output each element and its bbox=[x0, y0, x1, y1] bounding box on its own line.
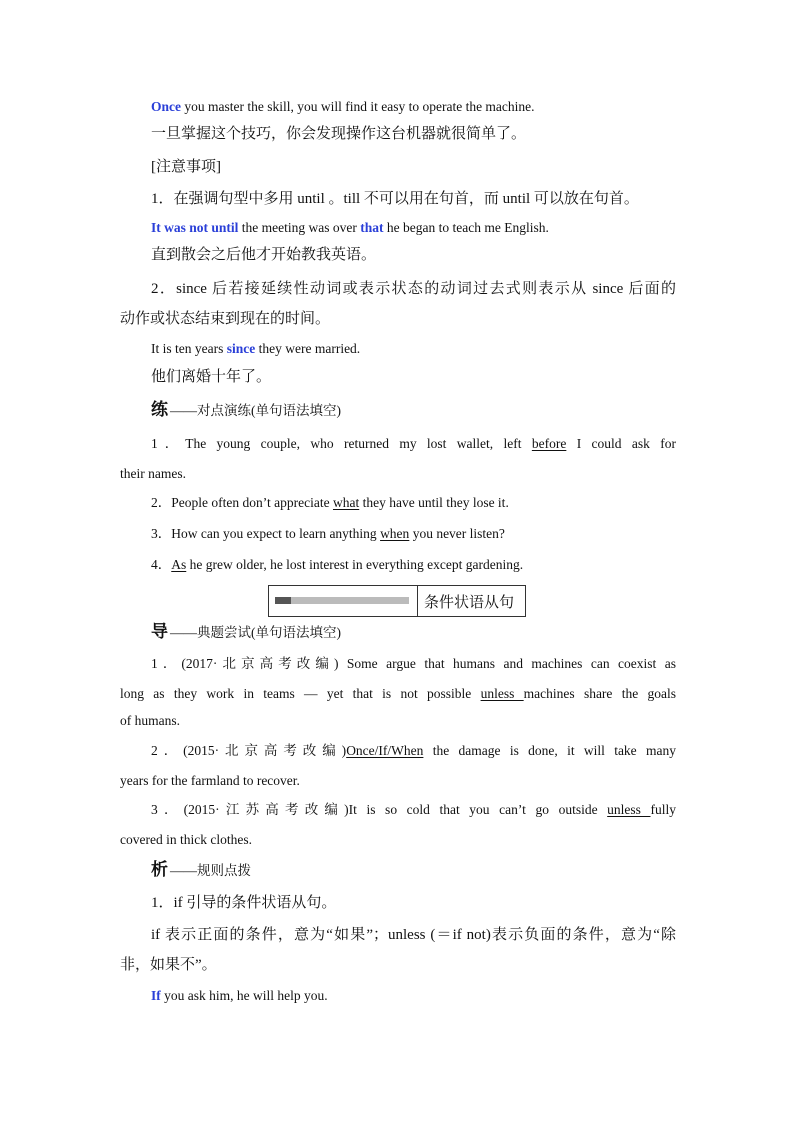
question-3-line-1 bbox=[151, 800, 676, 820]
answer-blank: unless bbox=[607, 802, 651, 817]
practice-item-3 bbox=[151, 524, 676, 544]
example-sentence-if bbox=[151, 986, 676, 1006]
section-banner-graphic bbox=[269, 586, 418, 616]
practice-item-2 bbox=[151, 493, 676, 513]
question-3-line-2: covered in thick clothes. bbox=[120, 832, 252, 847]
answer-blank: unless bbox=[480, 686, 524, 701]
note-2-line-1: 2．since 后若接延续性动词或表示状态的动词过去式则表示从 since 后面的 bbox=[151, 281, 676, 297]
sentence-text: It is ten years bbox=[151, 341, 227, 356]
apostrophe: ’ bbox=[517, 802, 523, 817]
notes-heading: [注意事项] bbox=[151, 159, 221, 175]
item-text: fully bbox=[650, 802, 677, 817]
answer-blank: As bbox=[171, 557, 187, 572]
example-sentence-since bbox=[151, 339, 676, 359]
item-text: 4． bbox=[151, 557, 172, 572]
question-1-line-2 bbox=[120, 684, 676, 704]
item-text: 3．How can you expect to learn anything bbox=[151, 526, 381, 541]
item-text: 3．(2015·江苏高考改编)It is so cold that you can bbox=[151, 802, 518, 817]
sentence-text: he began to teach me English. bbox=[383, 220, 549, 235]
sentence-text: you master the skill, you will find it easy to operate the machine. bbox=[181, 99, 535, 114]
apostrophe: ’ bbox=[262, 495, 267, 510]
practice-item-1-line-1 bbox=[151, 434, 676, 454]
note-2-line-2: 动作或状态结束到现在的时间。 bbox=[120, 311, 331, 327]
question-1-line-1: 1．(2017·北京高考改编) Some argue that humans and machines can coexist as bbox=[151, 656, 676, 671]
rule-2-line-1: if 表示正面的条件，意为“如果”；unless (＝if not)表示负面的条件，意为“除 bbox=[151, 927, 676, 943]
item-text: 2．People often don bbox=[151, 495, 263, 510]
sentence-text: the meeting was over bbox=[238, 220, 361, 235]
keyword-once: Once bbox=[151, 99, 181, 114]
translation-until: 直到散会之后他才开始教我英语。 bbox=[151, 247, 377, 263]
example-sentence-once bbox=[151, 97, 676, 117]
answer-blank: when bbox=[380, 526, 410, 541]
note-1: 1．在强调句型中多用 until 。till 不可以用在句首，而 until 可以放在句首。 bbox=[151, 191, 639, 207]
keyword-that: that bbox=[360, 220, 384, 235]
item-text: machines share the goals bbox=[523, 686, 677, 701]
guide-heading bbox=[151, 622, 676, 643]
question-2-line-2: years for the farmland to recover. bbox=[120, 773, 300, 788]
item-text: he grew older, he lost interest in everything except gardening. bbox=[186, 557, 524, 572]
question-1-line-3: of humans. bbox=[120, 713, 180, 728]
example-sentence-until bbox=[151, 218, 676, 238]
section-header-box bbox=[268, 585, 526, 617]
question-2-line-1 bbox=[151, 741, 676, 761]
keyword-since: since bbox=[226, 341, 256, 356]
practice-item-4 bbox=[151, 555, 676, 575]
analysis-tag: 析 bbox=[151, 860, 168, 880]
item-text: 1．The young couple, who returned my lost wallet, left bbox=[151, 436, 532, 451]
item-text: I could ask for bbox=[566, 436, 676, 451]
analysis-heading bbox=[151, 860, 676, 881]
guide-tag: 导 bbox=[151, 622, 168, 642]
answer-blank: Once/If/When bbox=[346, 743, 424, 758]
item-text: you never listen? bbox=[409, 526, 505, 541]
sentence-text: they were married. bbox=[255, 341, 361, 356]
practice-heading bbox=[151, 400, 676, 421]
practice-title: ——对点演练(单句语法填空) bbox=[170, 403, 341, 418]
item-text: long as they work in teams — yet that is not possible bbox=[120, 686, 481, 701]
translation-since: 他们离婚十年了。 bbox=[151, 369, 272, 385]
section-banner-bar bbox=[275, 597, 409, 604]
item-text: t appreciate bbox=[267, 495, 333, 510]
item-text: t go outside bbox=[522, 802, 608, 817]
keyword-if: If bbox=[151, 988, 161, 1003]
item-text: the damage is done, it will take many bbox=[423, 743, 676, 758]
rule-2-line-2: 非，如果不”。 bbox=[120, 957, 217, 973]
item-text: they have until they lose it. bbox=[359, 495, 509, 510]
keyword-it-was-not-until: It was not until bbox=[151, 220, 239, 235]
guide-title: ——典题尝试(单句语法填空) bbox=[170, 625, 341, 640]
item-text: 2．(2015·北京高考改编) bbox=[151, 743, 347, 758]
answer-blank: what bbox=[332, 495, 360, 510]
analysis-title: ——规则点拨 bbox=[170, 863, 251, 878]
translation-once: 一旦掌握这个技巧，你会发现操作这台机器就很简单了。 bbox=[151, 126, 527, 142]
practice-tag: 练 bbox=[151, 400, 168, 420]
rule-1: 1．if 引导的条件状语从句。 bbox=[151, 895, 337, 911]
section-title: 条件状语从句 bbox=[424, 592, 515, 611]
answer-blank: before bbox=[531, 436, 567, 451]
practice-item-1-line-2: their names. bbox=[120, 466, 186, 481]
sentence-text: you ask him, he will help you. bbox=[160, 988, 328, 1003]
